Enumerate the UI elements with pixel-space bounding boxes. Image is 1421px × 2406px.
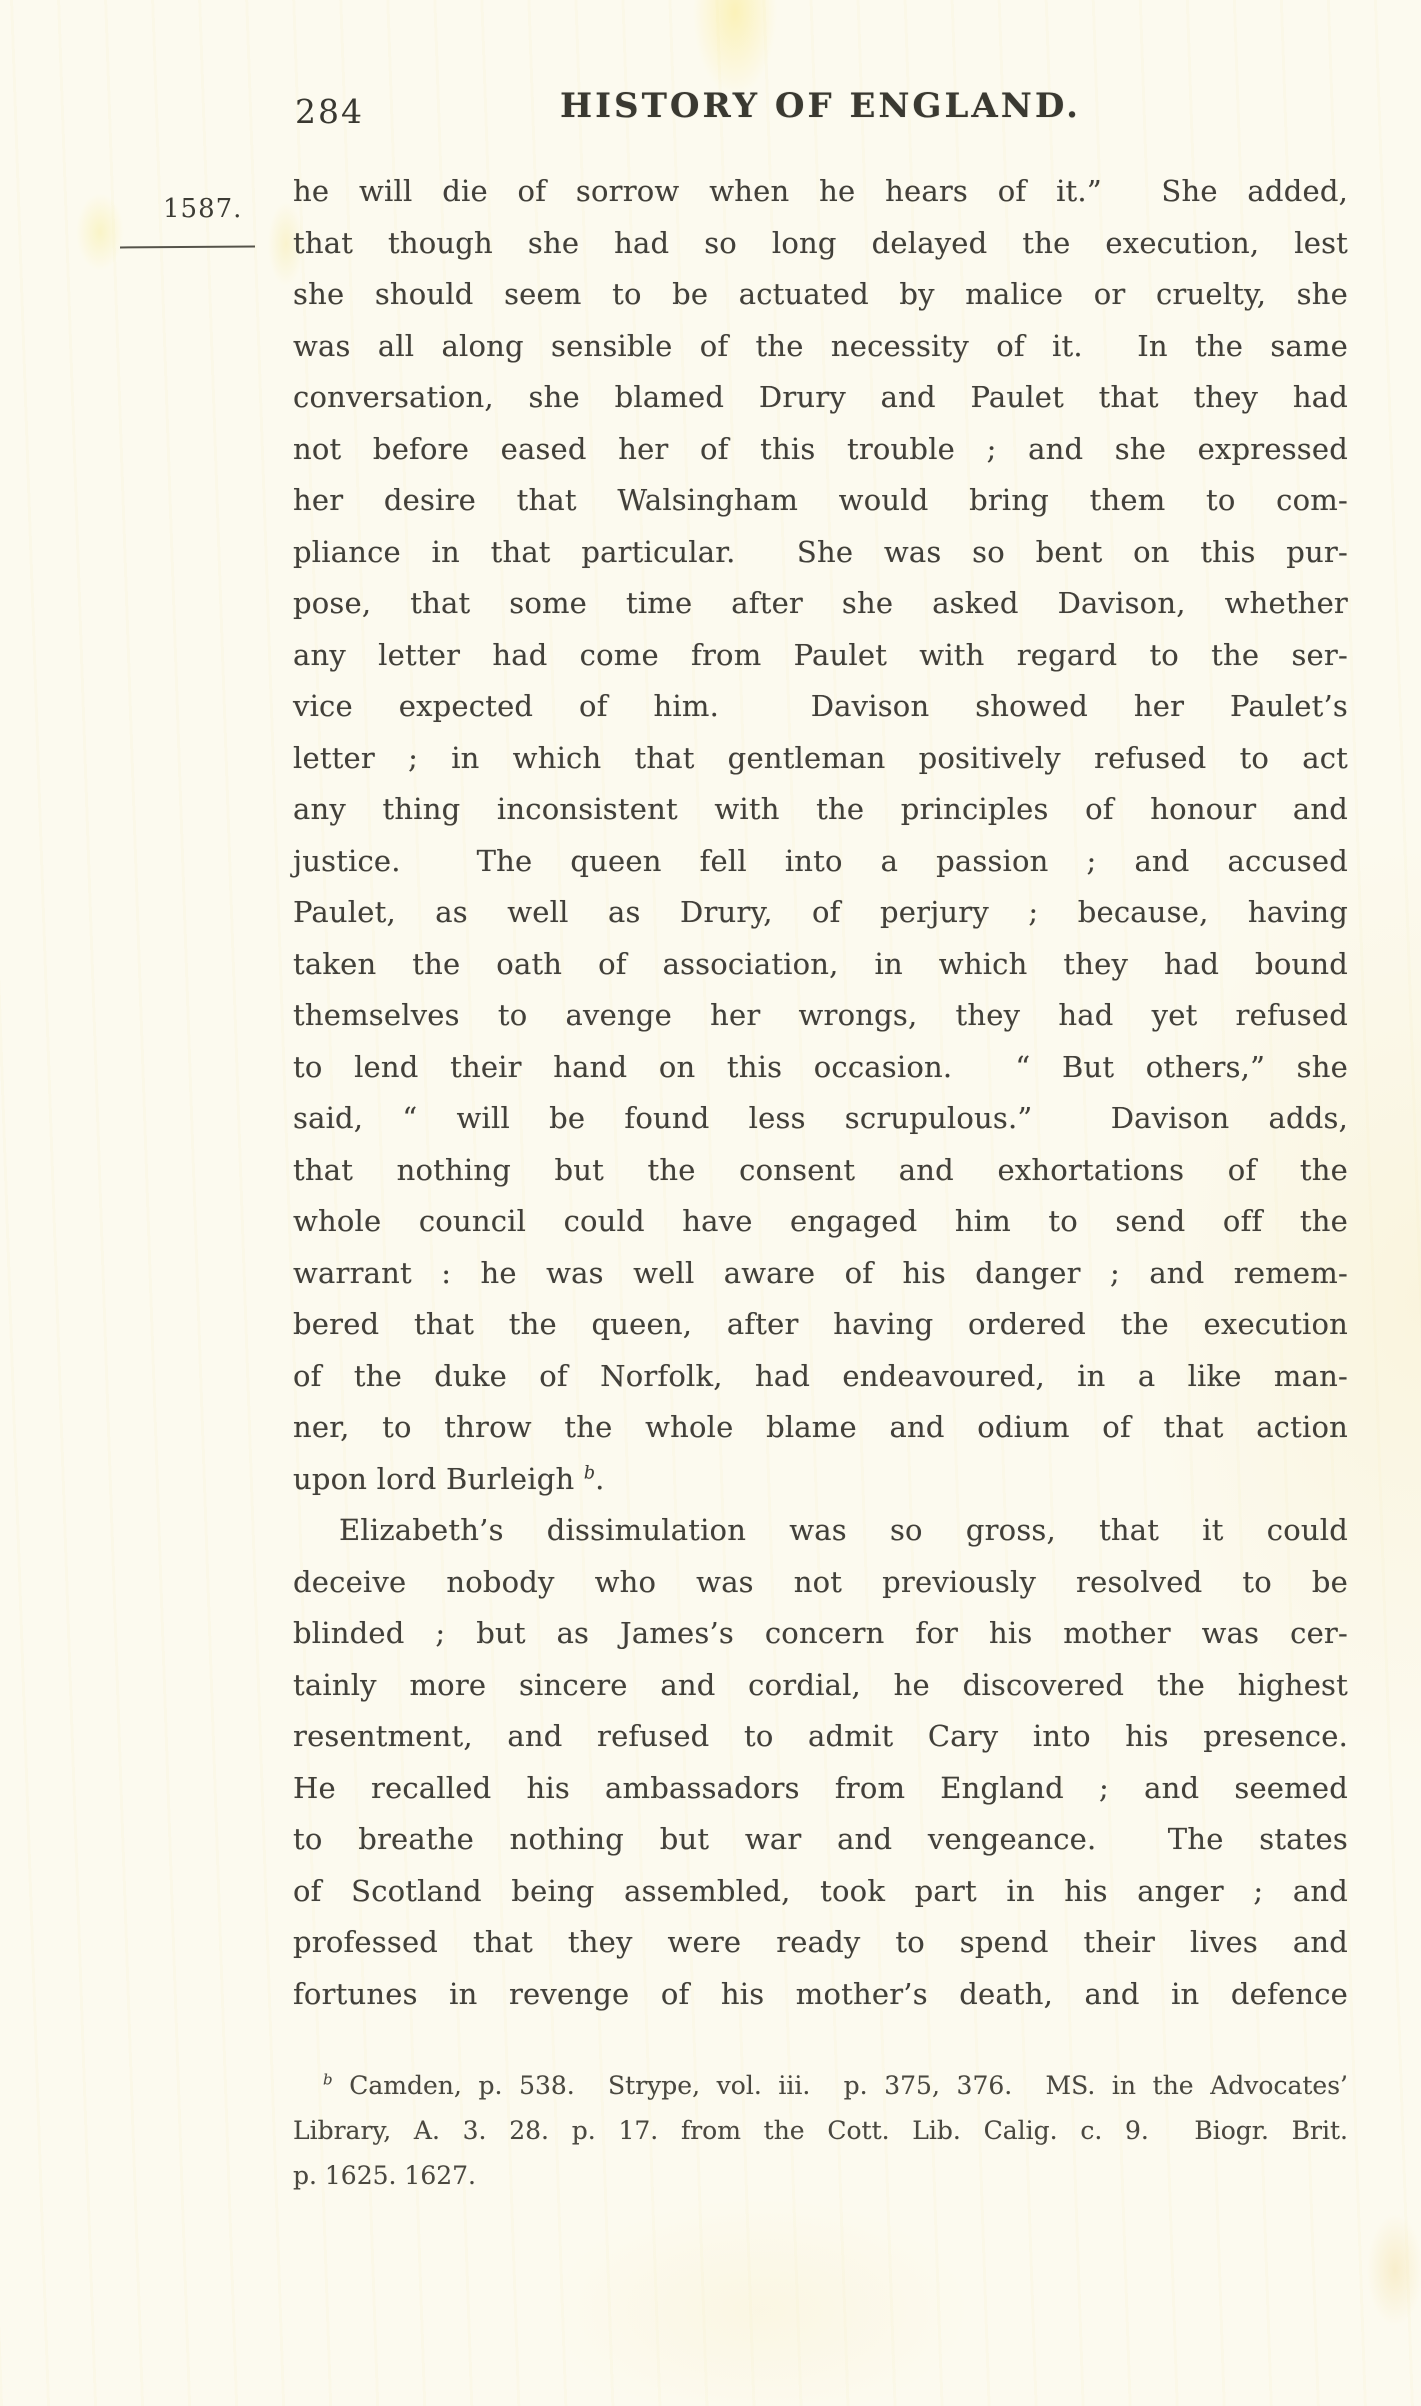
superscript-marker: b [323,2070,333,2089]
text-line [293,321,1348,373]
text-line [293,1299,1348,1351]
text-line [293,2108,1348,2153]
year-rule [120,246,255,249]
text-run: pliance in that particular. She was so bent on this pur- [293,534,1348,569]
text-run: to lend their hand on this occasion. “ But others,” she [293,1049,1348,1084]
text-run: vice expected of him. Davison showed her Paulet’s [293,689,1348,723]
text-run: tainly more sincere and cordial, he discovered the highest [293,1667,1348,1702]
text-line [293,1402,1348,1454]
text-line [293,1454,1348,1506]
text-line [293,475,1348,527]
text-run: that though she had so long delayed the execution, lest [293,225,1348,260]
text-line [293,1866,1348,1918]
text-run: blinded ; but as James’s concern for his mother was cer- [293,1616,1348,1650]
text-line [293,733,1348,785]
text-run: any thing inconsistent with the principles of honour and [293,792,1348,826]
text-run: she should seem to be actuated by malice or cruelty, she [293,277,1348,311]
text-line [293,939,1348,991]
text-line [293,1763,1348,1815]
text-line [293,1557,1348,1609]
page-number: 284 [295,92,364,131]
text-run: justice. The queen fell into a passion ; and accused [293,843,1348,878]
text-run: of the duke of Norfolk, had endeavoured, in a like man- [293,1358,1348,1393]
text-line [293,1969,1348,2021]
text-run: he will die of sorrow when he hears of it.” She added, [293,174,1348,208]
text-run: themselves to avenge her wrongs, they had yet refused [293,998,1348,1032]
text-run: p. 1625. 1627. [293,2161,476,2190]
text-run: said, “ will be found less scrupulous.” Davison adds, [293,1101,1348,1135]
text-run: upon lord Burleigh [293,1461,584,1496]
text-run: He recalled his ambassadors from England ; and seemed [293,1770,1348,1805]
text-run: resentment, and refused to admit Cary into his presence. [293,1719,1348,1753]
text-run: fortunes in revenge of his mother’s death, and in defence [293,1976,1348,2011]
paragraph [293,166,1348,1505]
superscript-marker: b [583,1462,596,1483]
text-run: bered that the queen, after having ordered the execution [293,1307,1348,1341]
year-label: 1587. [163,194,243,224]
paragraph [293,1505,1348,2020]
text-line [293,166,1348,218]
text-run: Camden, p. 538. Strype, vol. iii. p. 375, 376. MS. in the Advocates’ [332,2071,1348,2100]
text-run: taken the oath of association, in which they had bound [293,946,1348,981]
text-line [293,1917,1348,1969]
text-line [293,1145,1348,1197]
text-run: was all along sensible of the necessity of it. In the same [293,328,1348,363]
text-line [293,218,1348,270]
text-line [293,1196,1348,1248]
text-run: not before eased her of this trouble ; and she expressed [293,431,1348,466]
text-line [293,1608,1348,1660]
text-run: deceive nobody who was not previously resolved to be [293,1564,1348,1599]
text-line [293,2153,1348,2198]
text-line [293,630,1348,682]
text-line [293,1093,1348,1145]
text-line [293,1042,1348,1094]
text-line [293,990,1348,1042]
footnote [293,2063,1348,2198]
running-title: HISTORY OF ENGLAND. [560,86,1081,126]
text-run: Elizabeth’s dissimulation was so gross, that it could [339,1513,1348,1547]
text-run: any letter had come from Paulet with regard to the ser- [293,637,1348,672]
text-line [293,269,1348,321]
text-run: to breathe nothing but war and vengeance. The states [293,1822,1348,1856]
text-run: Paulet, as well as Drury, of perjury ; because, having [293,895,1348,929]
text-line [293,784,1348,836]
text-line [293,578,1348,630]
text-line [293,836,1348,888]
text-run: ner, to throw the whole blame and odium of that action [293,1410,1348,1444]
text-line [293,1711,1348,1763]
text-line [293,372,1348,424]
text-run: her desire that Walsingham would bring them to com- [293,483,1348,517]
margin-year-note [163,194,283,224]
text-line [293,424,1348,476]
text-line [293,527,1348,579]
text-run: pose, that some time after she asked Davison, whether [293,586,1348,620]
text-line [293,1351,1348,1403]
text-line [293,681,1348,733]
text-line [293,2063,1348,2108]
text-line [293,1505,1348,1557]
text-run: letter ; in which that gentleman positively refused to act [293,740,1348,775]
text-line [293,1248,1348,1300]
page-header [293,86,1348,138]
text-run: Library, A. 3. 28. p. 17. from the Cott. Lib. Calig. c. 9. Biogr. Brit. [293,2116,1348,2145]
text-run: of Scotland being assembled, took part in his anger ; and [293,1873,1348,1908]
text-run: professed that they were ready to spend their lives and [293,1925,1348,1959]
text-run: that nothing but the consent and exhortations of the [293,1152,1348,1187]
text-line [293,1814,1348,1866]
text-line [293,1660,1348,1712]
text-run: . [595,1461,605,1496]
text-line [293,887,1348,939]
body-text [293,166,1348,2020]
text-run: warrant : he was well aware of his danger ; and remem- [293,1255,1348,1290]
text-run: conversation, she blamed Drury and Paulet that they had [293,380,1348,414]
text-run: whole council could have engaged him to send off the [293,1204,1348,1238]
